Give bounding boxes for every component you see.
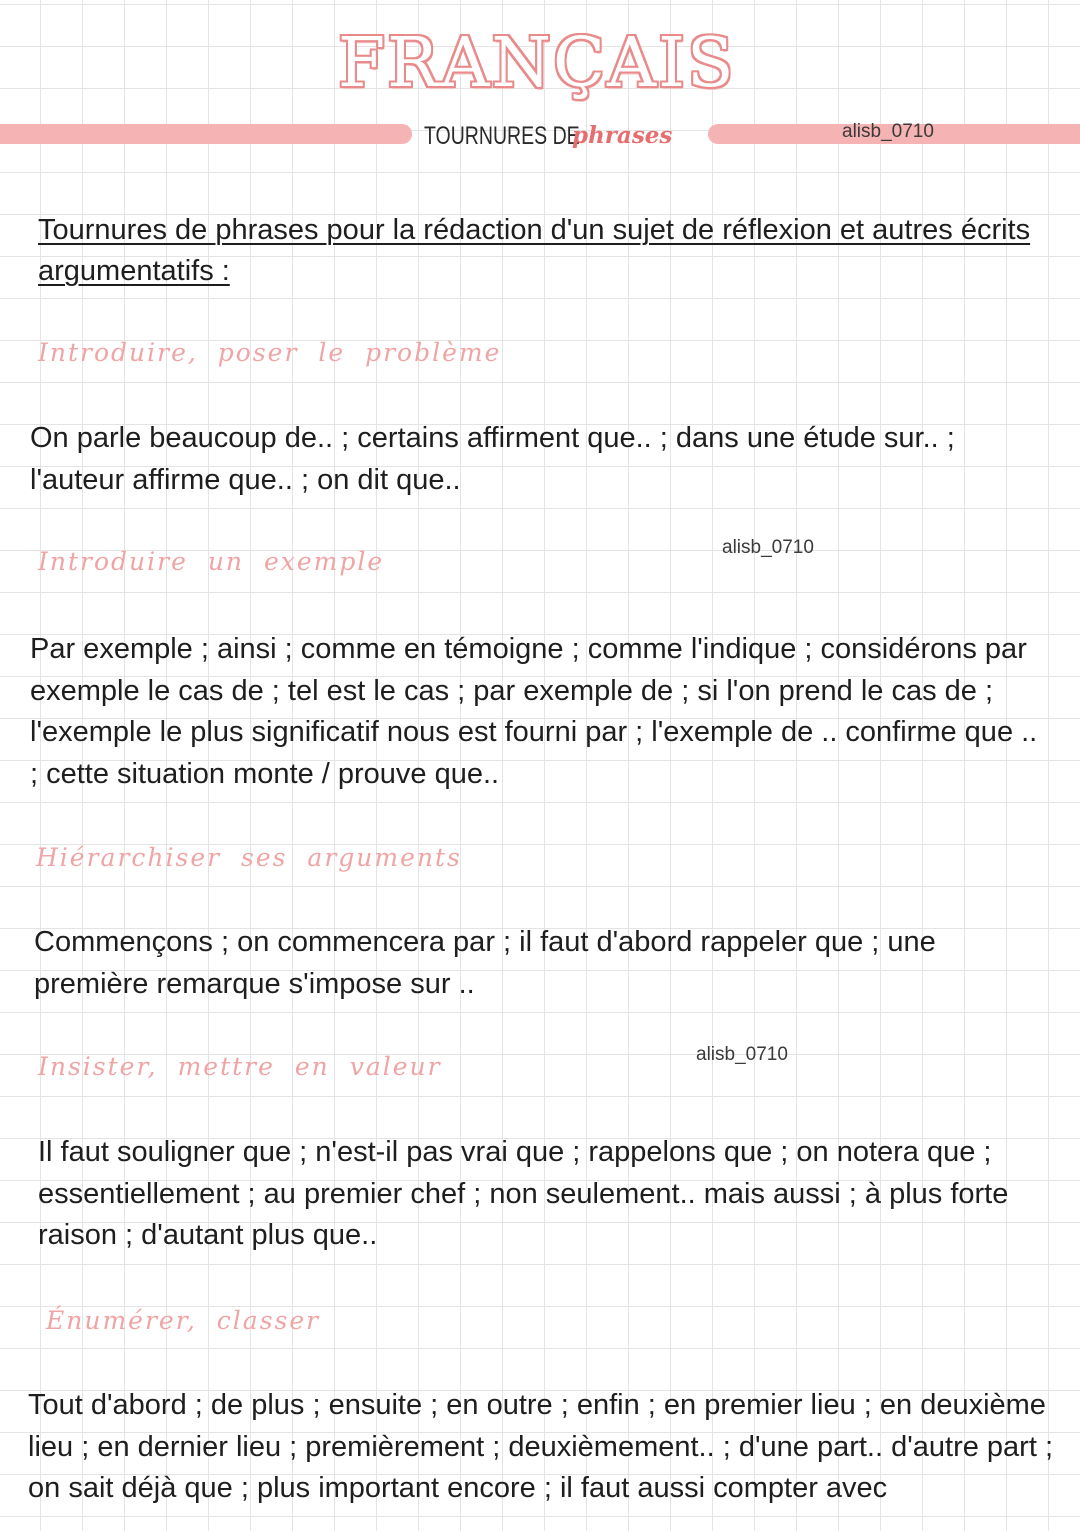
subtitle-plain: TOURNURES DE	[424, 122, 580, 150]
section-body-introduire-exemple: Par exemple ; ainsi ; comme en témoigne ; comme l'indique ; considérons par exemple le cas de ; tel est le cas ; par exemple de ; si l'on prend le cas de ; l'exemple le plus significatif nous est fourni par ; l'exemple de .. confirme que .. ; cette situation monte / prouve que..	[30, 633, 1038, 790]
section-title-enumerer: Énumérer, classer	[46, 1306, 321, 1335]
section-body-hierarchiser: Commençons ; on commencera par ; il faut d'abord rappeler que ; une première remarque s'impose sur ..	[34, 926, 936, 1000]
subtitle-accent: phrases	[572, 122, 673, 149]
header-band-left	[0, 124, 412, 144]
watermark-handle: alisb_0710	[722, 537, 814, 558]
section-body-enumerer: Tout d'abord ; de plus ; ensuite ; en outre ; enfin ; en premier lieu ; en deuxième lieu ; en dernier lieu ; premièrement ; deuxièmement.. ; d'une part.. d'autre part ; on sait déjà que ; plus important encore ; il faut aussi compter avec	[28, 1389, 1053, 1504]
subtitle	[424, 116, 673, 156]
section-title-hierarchiser: Hiérarchiser ses arguments	[36, 843, 462, 872]
section-body-insister: Il faut souligner que ; n'est-il pas vrai que ; rappelons que ; on notera que ; essentiellement ; au premier chef ; non seulement.. mais aussi ; à plus forte raison ; d'autant plus que..	[38, 1136, 1009, 1251]
section-title-insister: Insister, mettre en valeur	[38, 1052, 442, 1081]
page-title: FRANÇAIS	[338, 24, 736, 103]
header-handle: alisb_0710	[842, 121, 934, 142]
section-title-introduire-exemple: Introduire un exemple	[38, 547, 385, 576]
watermark-handle: alisb_0710	[696, 1044, 788, 1065]
main-heading: Tournures de phrases pour la rédaction d'un sujet de réflexion et autres écrits argumentatifs :	[38, 214, 1031, 287]
section-title-introduire-probleme: Introduire, poser le problème	[38, 338, 502, 367]
section-body-introduire-probleme: On parle beaucoup de.. ; certains affirment que.. ; dans une étude sur.. ; l'auteur affirme que.. ; on dit que..	[30, 422, 955, 496]
